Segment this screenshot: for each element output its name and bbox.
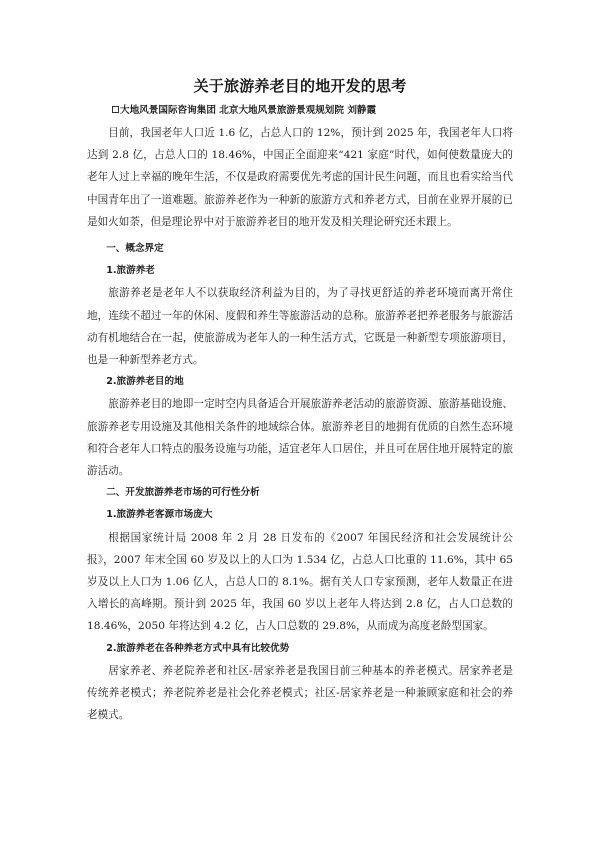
intro-paragraph: 目前，我国老年人口近 1.6 亿，占总人口的 12%，预计到 2025 年，我国老年人口将达到 2.8 亿，占总人口的 18.46%，中国正全面迎来“421 家庭”时代，如何使数量庞大的老年人过上幸福的晚年生活，不仅是政府需要优先考虑的国计民生问题，而且也看实给当代中国青年出了一道难题。旅游养老作为一种新的旅游方式和养老方式，目前在业界开展的已是如火如荼，但是理论界中对于旅游养老目的地开发及相关理论研究还未跟上。: [87, 127, 513, 228]
section-2-1-paragraph: 根据国家统计局 2008 年 2 月 28 日发布的《2007 年国民经济和社会发展统计公报》，2007 年末全国 60 岁及以上的人口为 1.534 亿，占总人口比重的 11.6%，其中 65 岁及以上人口为 1.06 亿人，占总人口的 8.1%。据有关人口专家预测，老年人数量正在进入增长的高峰期。预计到 2025 年，我国 60 岁以上老年人将达到 2.8 亿，占人口总数的 18.46%，2050 年将达到 4.2 亿，占人口总数的 29.8%，从而成为高度老龄型国家。: [87, 531, 513, 633]
author-text: 大地风景国际咨询集团 北京大地风景旅游景观规划院 刘静霞: [120, 105, 377, 116]
author-line: [87, 102, 513, 120]
section-2-heading: 二、开发旅游养老市场的可行性分析: [106, 487, 260, 499]
section-1-1-paragraph: 旅游养老是老年人不以获取经济利益为目的，为了寻找更舒适的养老环境而离开常住地，连续不超过一年的休闲、度假和养生等旅游活动的总称。旅游养老把养老服务与旅游活动有机地结合在一起，使旅游成为老年人的一种生活方式，它既是一种新型专项旅游项目，也是一种新型养老方式。: [87, 287, 513, 367]
section-1-2-heading: 2.旅游养老目的地: [106, 376, 184, 388]
section-1-2-paragraph: 旅游养老目的地即一定时空内具备适合开展旅游养老活动的旅游资源、旅游基础设施、旅游养老专用设施及其他相关条件的地域综合体。旅游养老目的地拥有优质的自然生态环境和符合老年人口特点的服务设施与功能，适宜老年人口居住，并且可在居住地开展特定的旅游活动。: [87, 398, 513, 478]
section-1-heading: 一、概念界定: [106, 243, 164, 255]
section-1-1-heading: 1.旅游养老: [106, 265, 155, 277]
section-2-1-heading: 1.旅游养老客源市场庞大: [106, 509, 213, 521]
checkbox-glyph-icon: [112, 106, 119, 113]
section-2-2-paragraph: 居家养老、养老院养老和社区-居家养老是我国目前三种基本的养老模式。居家养老是传统养老模式；养老院养老是社会化养老模式；社区-居家养老是一种兼顾家庭和社会的养老模式。: [87, 664, 513, 722]
section-2-2-heading: 2.旅游养老在各种养老方式中具有比较优势: [106, 642, 290, 654]
document-title: 关于旅游养老目的地开发的思考: [193, 77, 407, 95]
